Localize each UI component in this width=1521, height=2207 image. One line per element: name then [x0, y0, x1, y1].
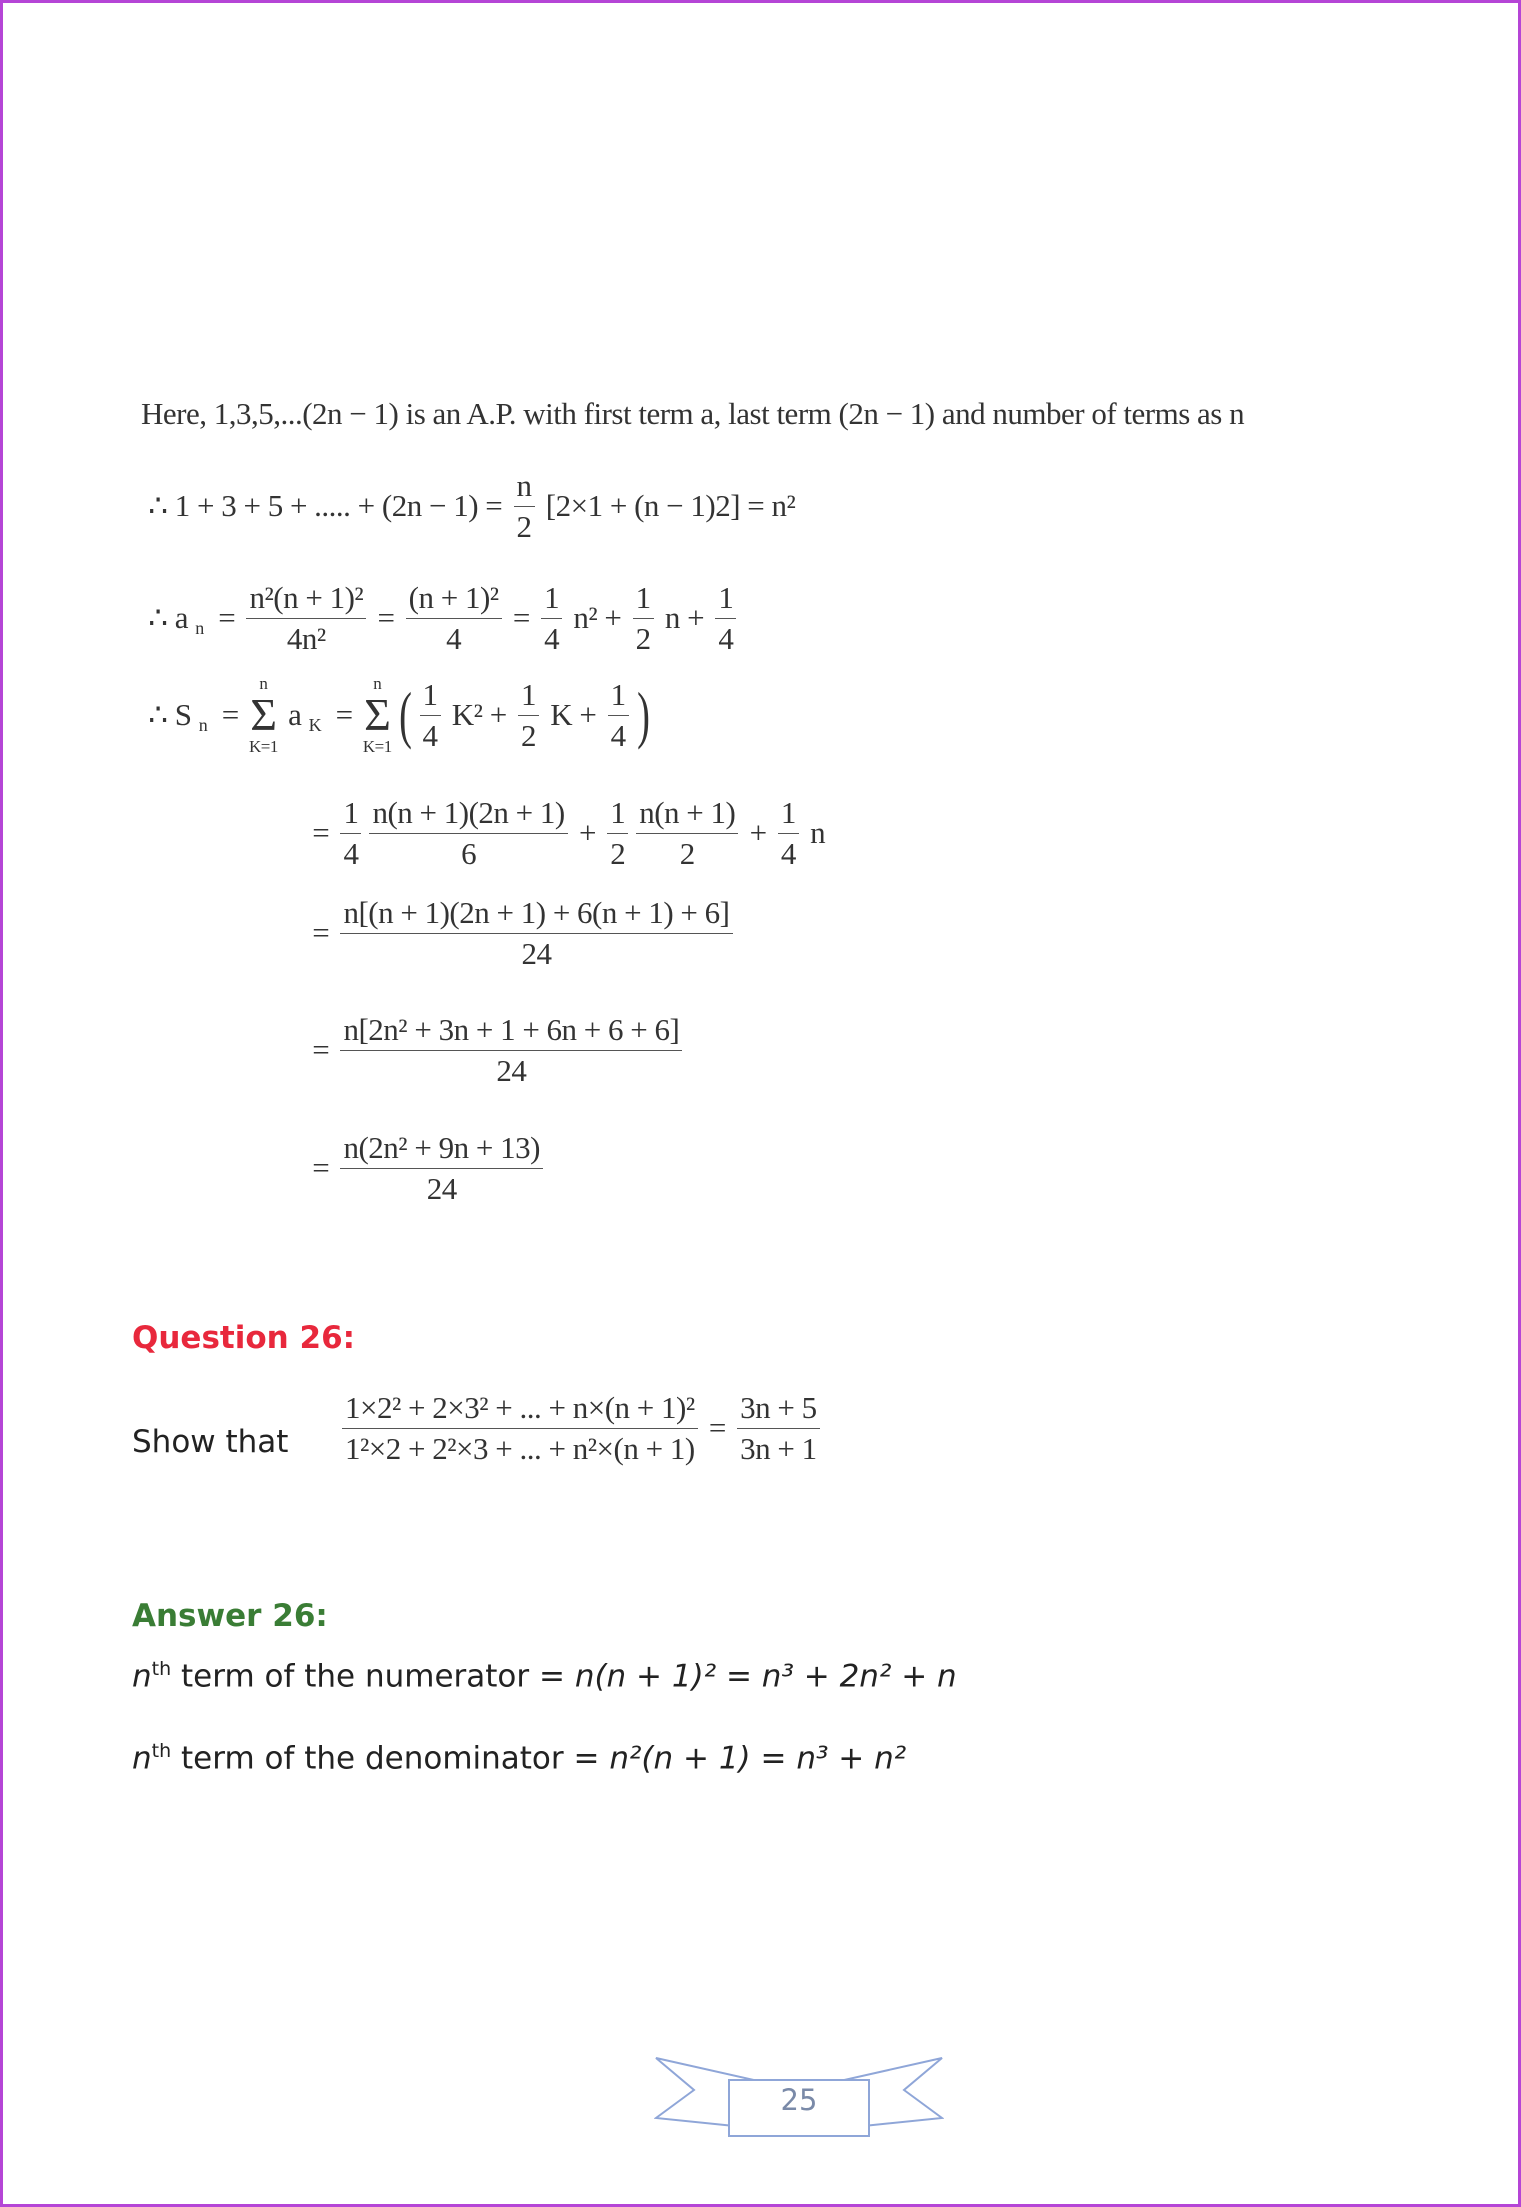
fraction: [633, 580, 654, 656]
numerator: 1: [541, 580, 562, 619]
math-text: =: [505, 600, 538, 636]
denominator: 4: [780, 835, 796, 871]
fraction: [340, 1130, 542, 1206]
sum-lower-limit: K=1: [362, 737, 392, 756]
numerator: 3n + 5: [737, 1390, 819, 1429]
fraction: [518, 677, 539, 753]
sigma-symbol: Σ: [250, 689, 277, 740]
answer-line-1: [132, 1658, 957, 1694]
fraction: [406, 580, 502, 656]
n-var: n: [132, 1740, 152, 1777]
denominator: 6: [461, 835, 477, 871]
numerator: 1×2² + 2×3² + ... + n×(n + 1)²: [342, 1390, 698, 1429]
subscript: n: [198, 714, 208, 735]
math-line-3: [141, 675, 653, 755]
denominator: 4: [446, 620, 462, 656]
numerator: 1: [715, 580, 736, 619]
math-text: =: [305, 1032, 337, 1068]
numerator: 1: [420, 677, 441, 716]
answer-heading: Answer 26:: [132, 1598, 328, 1634]
summation: [249, 675, 278, 755]
fraction: [737, 1390, 819, 1466]
fraction: [369, 795, 567, 871]
math-text: a: [280, 697, 309, 732]
numerator: 1: [607, 795, 628, 834]
denominator: 4: [422, 717, 438, 753]
denominator: 2: [635, 620, 651, 656]
numerator: n(n + 1): [636, 795, 738, 834]
math-text: =: [305, 815, 337, 851]
th-sup: th: [151, 1658, 172, 1680]
fraction: [608, 677, 629, 753]
math-text: ∴ 1 + 3 + 5 + ..... + (2n − 1) =: [141, 488, 510, 524]
math-text: =: [370, 600, 402, 636]
denominator: 2: [610, 835, 626, 871]
fraction: [246, 580, 366, 656]
math-line-7: [305, 1130, 547, 1206]
math-text: =: [321, 697, 360, 732]
question-heading: Question 26:: [132, 1320, 356, 1356]
denominator: 4: [544, 620, 560, 656]
math-text: ∴ S: [141, 697, 199, 732]
denominator: 24: [426, 1170, 457, 1206]
page-number: 25: [780, 2083, 818, 2117]
math-text: n: [802, 815, 833, 851]
numerator: 1: [518, 677, 539, 716]
solution-intro: Here, 1,3,5,...(2n − 1) is an A.P. with first term a, last term (2n − 1) and number of terms as n: [141, 396, 1245, 431]
numerator: (n + 1)²: [406, 580, 502, 619]
math-text: +: [742, 815, 774, 851]
numerator: n²(n + 1)²: [246, 580, 366, 619]
math-line-6: [305, 1012, 686, 1088]
answer-line-2: [132, 1740, 906, 1776]
math-text: ∴ a: [141, 600, 196, 636]
denominator: 4n²: [286, 620, 326, 656]
numerator: n[2n² + 3n + 1 + 6n + 6 + 6]: [340, 1012, 682, 1051]
math-text: n +: [657, 600, 712, 636]
math-text: =: [305, 915, 337, 951]
math-line-5: [305, 895, 737, 971]
fraction: [636, 795, 738, 871]
paren-glyph: ): [636, 679, 650, 750]
n-var: n: [132, 1658, 152, 1695]
sum-upper-limit: n: [373, 674, 382, 693]
fraction: [778, 795, 799, 871]
numerator: 1: [608, 677, 629, 716]
fraction: [420, 677, 441, 753]
denominator: 4: [610, 717, 626, 753]
math-text: =: [203, 600, 243, 636]
math-line-4: [305, 795, 832, 871]
question-prompt: Show that: [132, 1424, 289, 1460]
numerator: n(n + 1)(2n + 1): [369, 795, 567, 834]
th-sup: th: [151, 1740, 172, 1762]
denominator: 4: [343, 835, 359, 871]
summation: [363, 675, 392, 755]
denominator: 2: [679, 835, 695, 871]
answer-rhs: n(n + 1)² = n³ + 2n² + n: [574, 1658, 957, 1695]
subscript: n: [195, 617, 204, 638]
math-text: =: [305, 1150, 337, 1186]
answer-text: term of the numerator =: [171, 1658, 575, 1695]
denominator: 1²×2 + 2²×3 + ... + n²×(n + 1): [345, 1430, 695, 1466]
answer-text: term of the denominator =: [171, 1740, 610, 1777]
numerator: n[(n + 1)(2n + 1) + 6(n + 1) + 6]: [340, 895, 732, 934]
fraction: [514, 468, 535, 544]
answer-rhs: n²(n + 1) = n³ + n²: [609, 1740, 907, 1777]
fraction: [340, 1012, 682, 1088]
denominator: 3n + 1: [740, 1430, 817, 1466]
paren-glyph: (: [398, 679, 412, 750]
fraction: [541, 580, 562, 656]
sigma-symbol: Σ: [364, 689, 391, 740]
sum-upper-limit: n: [259, 674, 268, 693]
fraction: [607, 795, 628, 871]
fraction: [340, 895, 732, 971]
math-text: K +: [542, 697, 604, 732]
math-text: [2×1 + (n − 1)2] = n²: [538, 488, 803, 524]
math-line-1: [141, 468, 803, 544]
math-text: +: [571, 815, 604, 851]
numerator: 1: [633, 580, 654, 619]
numerator: 1: [778, 795, 799, 834]
math-text: =: [701, 1410, 734, 1446]
numerator: n(2n² + 9n + 13): [340, 1130, 542, 1169]
fraction: [340, 795, 361, 871]
denominator: 2: [516, 508, 532, 544]
fraction: [342, 1390, 698, 1466]
math-text: n² +: [566, 600, 629, 636]
math-line-2: [141, 580, 740, 656]
question-expression: [338, 1390, 824, 1466]
subscript: K: [308, 714, 322, 735]
math-text: =: [207, 697, 246, 732]
sum-lower-limit: K=1: [248, 737, 278, 756]
numerator: 1: [340, 795, 361, 834]
fraction: [715, 580, 736, 656]
math-text: K² +: [444, 697, 514, 732]
denominator: 4: [718, 620, 734, 656]
denominator: 24: [496, 1052, 527, 1088]
denominator: 2: [520, 717, 536, 753]
denominator: 24: [521, 935, 552, 971]
numerator: n: [514, 468, 535, 507]
